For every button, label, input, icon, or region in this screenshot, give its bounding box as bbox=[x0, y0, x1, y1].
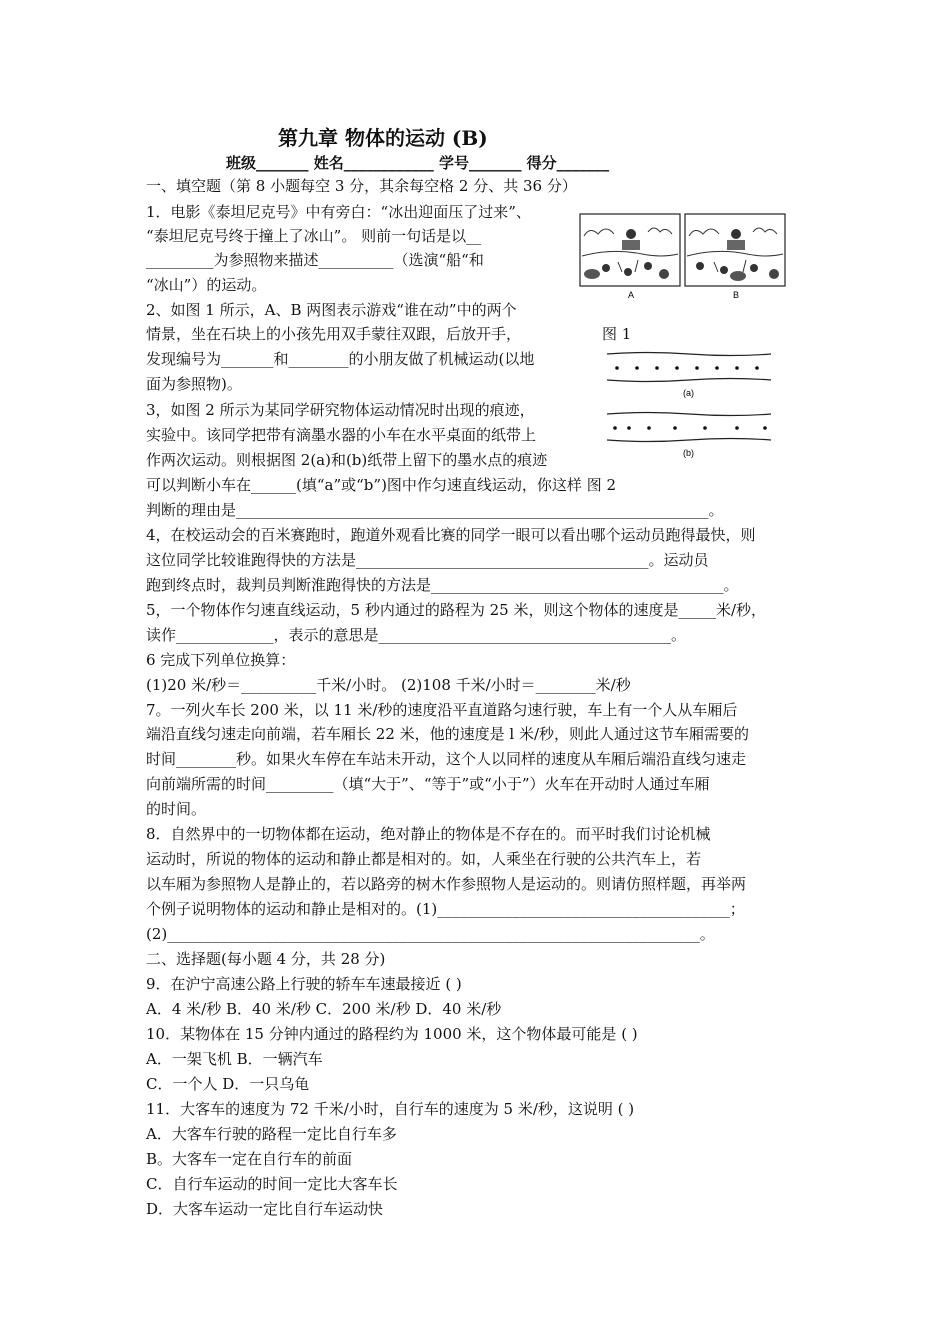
section1-heading: 一、填空题（第 8 小题每空 3 分，其余每空格 2 分、共 36 分） bbox=[146, 177, 577, 195]
figure-2-label-a: (a) bbox=[683, 388, 694, 398]
q10-options-ab: A．一架飞机 B．一辆汽车 bbox=[146, 1050, 323, 1068]
figure-2-tape-a bbox=[607, 353, 771, 382]
q5-line-1: 5，一个物体作匀速直线运动，5 秒内通过的路程为 25 米，则这个物体的速度是_____米/秒， bbox=[146, 601, 767, 619]
figure-1-label-a: A bbox=[628, 290, 635, 300]
q9-options: A．4 米/秒 B．40 米/秒 C．200 米/秒 D．40 米/秒 bbox=[146, 1000, 502, 1018]
q3-line-3: 作两次运动。则根据图 2(a)和(b)纸带上留下的墨水点的痕迹 bbox=[146, 451, 548, 469]
figure-2-illustration bbox=[605, 348, 773, 466]
q3-line-5: 判断的理由是_______________________________________________________________。 bbox=[146, 501, 724, 519]
figure-2-label-b: (b) bbox=[683, 448, 694, 458]
q11-line: 11．大客车的速度为 72 千米/小时，自行车的速度为 5 米/秒，这说明 ( ) bbox=[146, 1100, 635, 1118]
q8-line-4: 个例子说明物体的运动和静止是相对的。(1)_______________________________________； bbox=[146, 900, 745, 918]
q11-option-b: B。大客车一定在自行车的前面 bbox=[146, 1150, 353, 1168]
q11-option-d: D．大客车运动一定比自行车运动快 bbox=[146, 1200, 384, 1218]
q7-line-4: 向前端所需的时间_________（填“大于”、“等于”或“小于”）火车在开动时人通过车厢 bbox=[146, 775, 710, 793]
q3-line-1: 3，如图 2 所示为某同学研究物体运动情况时出现的痕迹， bbox=[146, 401, 535, 419]
q2-line-4: 面为参照物)。 bbox=[146, 375, 242, 393]
q8-line-5: (2)_______________________________________________________________________。 bbox=[146, 925, 715, 943]
q7-line-2: 端沿直线匀速走向前端，若车厢长 22 米，他的速度是 l 米/秒，则此人通过这节车厢需要的 bbox=[146, 725, 750, 743]
section2-heading: 二、选择题(每小题 4 分，共 28 分) bbox=[146, 950, 386, 968]
q2-line-3: 发现编号为_______和________的小朋友做了机械运动(以地 bbox=[146, 350, 535, 368]
q7-line-3: 时间________秒。如果火车停在车站未开动，这个人以同样的速度从车厢后端沿直线匀速走 bbox=[146, 750, 747, 768]
q3-line-4: 可以判断小车在______(填“a”或“b”)图中作匀速直线运动，你这样 图 2 bbox=[146, 476, 617, 494]
q8-line-1: 8．自然界中的一切物体都在运动，绝对静止的物体是不存在的。而平时我们讨论机械 bbox=[146, 825, 711, 843]
q3-line-2: 实验中。该同学把带有滴墨水器的小车在水平桌面的纸带上 bbox=[146, 426, 537, 444]
q9-line: 9．在沪宁高速公路上行驶的轿车车速最接近 ( ) bbox=[146, 975, 462, 993]
q11-option-c: C．自行车运动的时间一定比大客车长 bbox=[146, 1175, 398, 1193]
q10-options-cd: C．一个人 D．一只乌龟 bbox=[146, 1075, 310, 1093]
q5-line-2: 读作_____________，表示的意思是_______________________________________。 bbox=[146, 626, 687, 644]
q8-line-2: 运动时，所说的物体的运动和静止都是相对的。如，人乘坐在行驶的公共汽车上，若 bbox=[146, 850, 702, 868]
figure-1-label-b: B bbox=[733, 290, 740, 300]
q1-line-2: “泰坦尼克号终于撞上了冰山”。 则前一句话是以__ bbox=[146, 227, 482, 245]
page-title: 第九章 物体的运动 (B) bbox=[278, 126, 488, 150]
figure-1-illustration bbox=[578, 210, 788, 302]
q2-line-1: 2、如图 1 所示，A、B 两图表示游戏“谁在动”中的两个 bbox=[146, 301, 517, 319]
figure-1-panel-a bbox=[580, 214, 680, 286]
q6-line-2: (1)20 米/秒＝__________千米/小时。 (2)108 千米/小时＝________米/秒 bbox=[146, 676, 631, 694]
q4-line-3: 跑到终点时，裁判员判断淮跑得快的方法是_______________________________________。 bbox=[146, 576, 739, 594]
q1-line-1: 1．电影《泰坦尼克号》中有旁白：“冰出迎面压了过来”、 bbox=[146, 203, 531, 221]
figure-1-panel-b bbox=[685, 214, 785, 286]
q2-line-2: 情景，坐在石块上的小孩先用双手蒙往双跟，后放开手， bbox=[146, 325, 522, 343]
q10-line: 10．某物体在 15 分钟内通过的路程约为 1000 米，这个物体最可能是 ( ) bbox=[146, 1025, 638, 1043]
q11-option-a: A．大客车行驶的路程一定比自行车多 bbox=[146, 1125, 397, 1143]
figure-1-caption: 图 1 bbox=[602, 325, 632, 343]
q4-line-1: 4，在校运动会的百米赛跑时，跑道外观看比赛的同学一眼可以看出哪个运动员跑得最快，则 bbox=[146, 526, 756, 544]
figure-2-tape-b bbox=[607, 413, 771, 442]
q1-line-3: _________为参照物来描述__________（选演“船“和 bbox=[146, 251, 484, 269]
q4-line-2: 这位同学比较谁跑得快的方法是_______________________________________。运动员 bbox=[146, 551, 709, 569]
q7-line-5: 的时间。 bbox=[146, 800, 207, 818]
q1-line-4: “冰山”）的运动。 bbox=[146, 276, 267, 294]
q7-line-1: 7。一列火车长 200 米，以 11 米/秒的速度沿平直道路匀速行驶，车上有一个人从车厢后 bbox=[146, 701, 738, 719]
q6-line-1: 6 完成下列单位换算： bbox=[146, 651, 296, 669]
student-info-line: 班级_______ 姓名____________ 学号_______ 得分_______ bbox=[226, 154, 610, 172]
q8-line-3: 以车厢为参照物人是静止的，若以路旁的树木作参照物人是运动的。则请仿照样题，再举两 bbox=[146, 875, 747, 893]
